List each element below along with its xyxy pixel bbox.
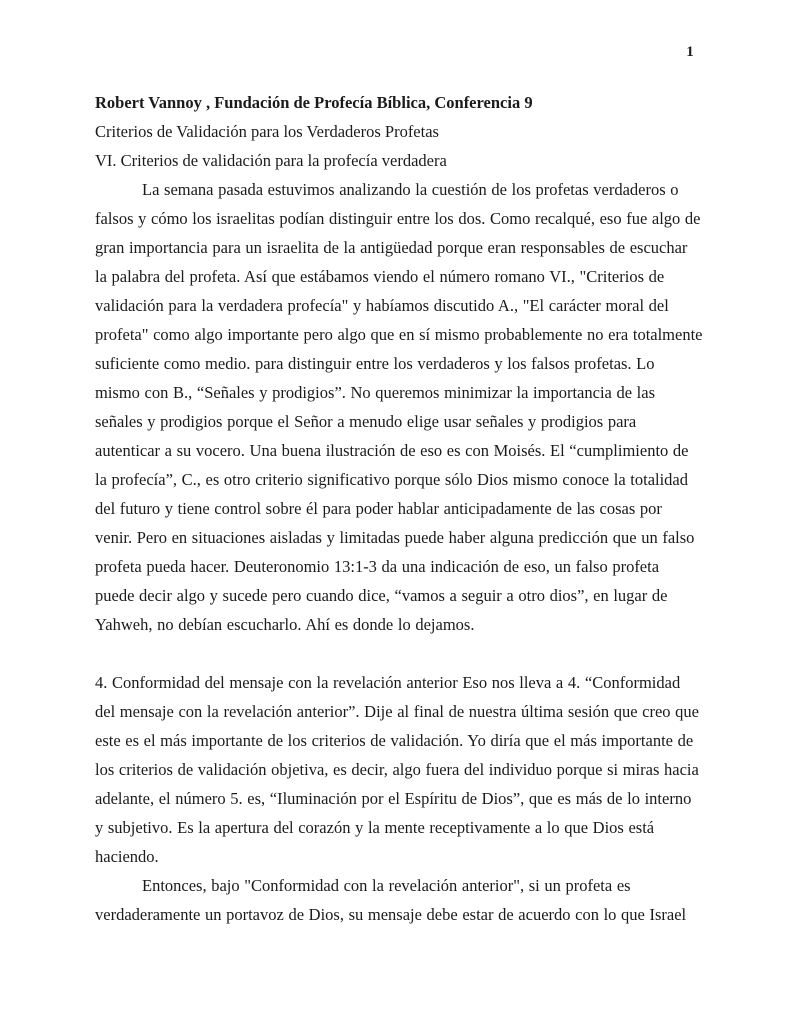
page-number: 1 (686, 44, 694, 60)
paragraph-3: Entonces, bajo "Conformidad con la revelación anterior", si un profeta es verdaderamente un portavoz de Dios, su mensaje debe estar de acuerdo con lo que Israel (95, 876, 687, 924)
paragraph-2: 4. Conformidad del mensaje con la revelación anterior Eso nos lleva a 4. “Conformidad del mensaje con la revelación anterior”. Dije al final de nuestra última sesión que creo que este es el más importante de los criterios de validación. Yo diría que el más importante de los criterios de validación objetiva, es decir, algo fuera del individuo porque si miras hacia adelante, el número 5. es, “Iluminación por el Espíritu de Dios”, que es más de lo interno y subjetivo. Es la apertura del corazón y la mente receptivamente a lo que Dios está haciendo. (95, 673, 700, 866)
document-title: Robert Vannoy , Fundación de Profecía Bíblica, Conferencia 9 (95, 93, 533, 112)
document-body (95, 175, 703, 929)
document-subtitle: Criterios de Validación para los Verdaderos Profetas (95, 122, 439, 141)
section-heading: VI. Criterios de validación para la profecía verdadera (95, 151, 447, 170)
paragraph-1: La semana pasada estuvimos analizando la cuestión de los profetas verdaderos o falsos y cómo los israelitas podían distinguir entre los dos. Como recalqué, eso fue algo de gran importancia para un israelita de la antigüedad porque eran responsables de escuchar la palabra del profeta. Así que estábamos viendo el número romano VI., "Criterios de validación para la verdadera profecía" y habíamos discutido A., "El carácter moral del profeta" como algo importante pero algo que en sí mismo probablemente no era totalmente suficiente como medio. para distinguir entre los verdaderos y los falsos profetas. Lo mismo con B., “Señales y prodigios”. No queremos minimizar la importancia de las señales y prodigios porque el Señor a menudo elige usar señales y prodigios para autenticar a su vocero. Una buena ilustración de eso es con Moisés. El “cumplimiento de la profecía”, C., es otro criterio significativo porque sólo Dios mismo conoce la totalidad del futuro y tiene control sobre él para poder hablar anticipadamente de las cosas por venir. Pero en situaciones aisladas y limitadas puede haber alguna predicción que un falso profeta pueda hacer. Deuteronomio 13:1-3 da una indicación de eso, un falso profeta puede decir algo y sucede pero cuando dice, “vamos a seguir a otro dios”, en lugar de Yahweh, no debían escucharlo. Ahí es donde lo dejamos. (95, 180, 703, 634)
